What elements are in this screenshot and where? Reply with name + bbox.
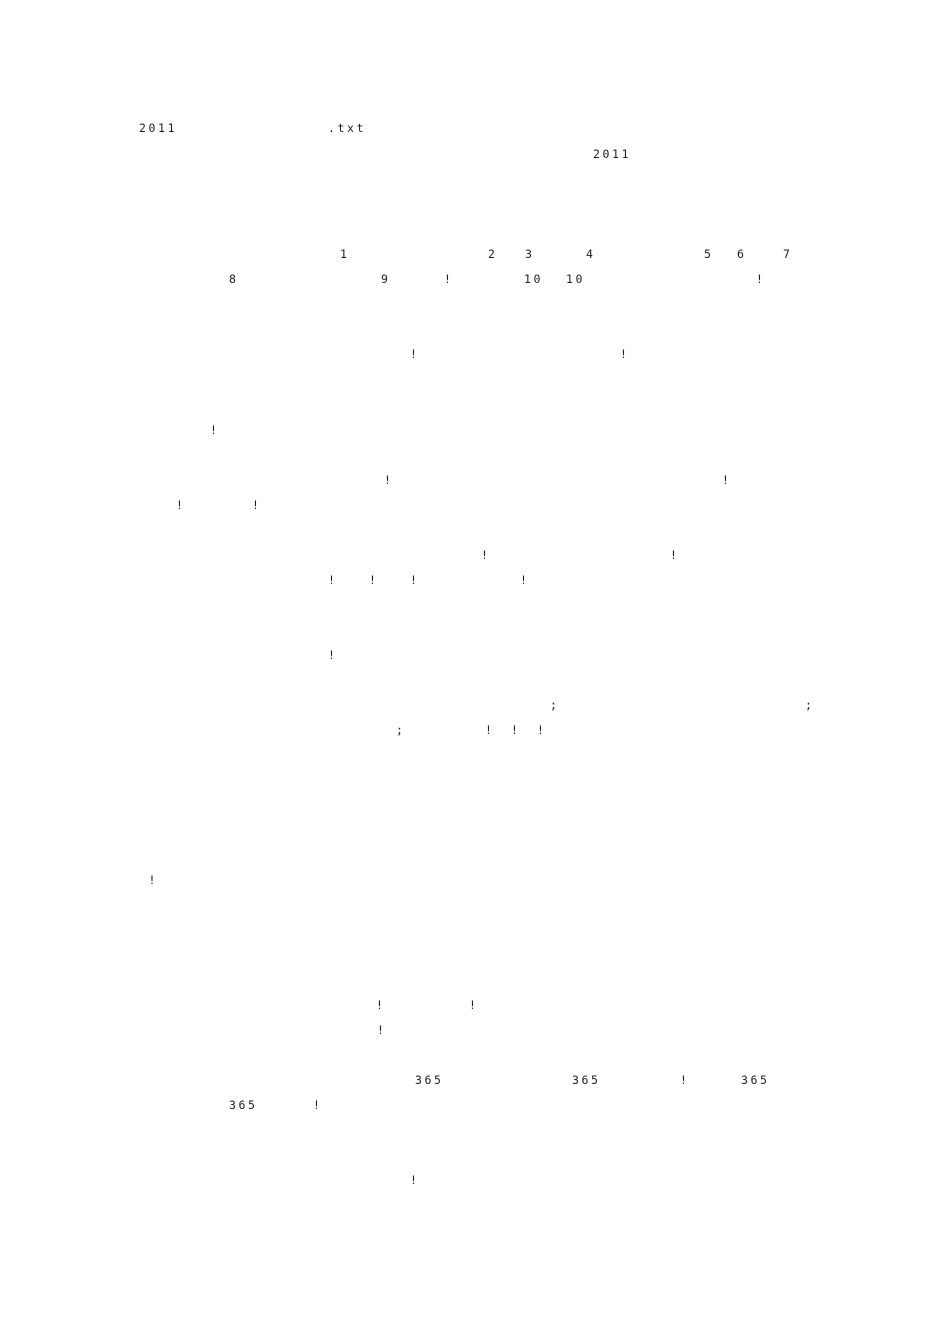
- text-segment: 6: [737, 247, 757, 261]
- text-line: [0, 546, 950, 566]
- text-segment: 7: [783, 247, 803, 261]
- text-segment: !: [481, 548, 491, 562]
- text-segment: !: [410, 573, 420, 587]
- text-line: [0, 871, 950, 891]
- text-segment: 2: [488, 247, 508, 261]
- text-line: [0, 345, 950, 365]
- text-line: [0, 1071, 950, 1091]
- text-segment: !: [520, 573, 530, 587]
- text-segment: [283, 471, 293, 489]
- text-line: [0, 245, 950, 265]
- text-line: [0, 621, 950, 641]
- text-segment: !: [369, 573, 379, 587]
- text-segment: 5: [704, 247, 724, 261]
- text-segment: !: [670, 548, 680, 562]
- text-segment: !: [537, 723, 547, 737]
- text-line: [0, 846, 950, 866]
- text-segment: [283, 1071, 293, 1089]
- text-segment: !: [376, 998, 386, 1012]
- text-segment: !: [469, 998, 479, 1012]
- text-line: [0, 796, 950, 816]
- text-segment: 9: [381, 272, 401, 286]
- text-line: [0, 471, 950, 491]
- text-segment: !: [377, 1023, 387, 1037]
- text-line: [0, 195, 950, 215]
- text-segment: [283, 396, 293, 414]
- text-segment: !: [176, 498, 186, 512]
- text-segment: !: [328, 648, 338, 662]
- text-segment: !: [328, 573, 338, 587]
- text-segment: !: [313, 1098, 323, 1112]
- text-segment: [283, 546, 293, 564]
- text-line: [0, 646, 950, 666]
- text-line: [0, 1021, 950, 1041]
- text-segment: 8: [229, 272, 249, 286]
- text-line: [0, 270, 950, 290]
- text-segment: !: [485, 723, 495, 737]
- text-segment: !: [384, 473, 394, 487]
- text-segment: !: [210, 423, 220, 437]
- text-segment: ;: [805, 698, 815, 712]
- text-segment: 365: [741, 1073, 780, 1087]
- text-segment: ;: [396, 723, 406, 737]
- text-segment: !: [444, 272, 454, 286]
- text-segment: 2011: [139, 121, 187, 135]
- text-segment: [283, 621, 293, 639]
- text-line: [0, 721, 950, 741]
- text-line: [0, 1171, 950, 1191]
- text-segment: ;: [550, 698, 560, 712]
- text-segment: 365: [572, 1073, 601, 1087]
- text-line: [0, 571, 950, 591]
- text-line: [0, 921, 950, 941]
- text-segment: !: [620, 347, 630, 361]
- text-line: [0, 170, 950, 190]
- text-segment: 365: [229, 1098, 268, 1112]
- text-line: [0, 421, 950, 441]
- text-segment: [283, 696, 293, 714]
- text-line: [0, 145, 950, 165]
- text-segment: !: [410, 1173, 420, 1187]
- text-segment: 2011: [593, 147, 641, 161]
- text-line: [0, 496, 950, 516]
- text-segment: 3: [525, 247, 535, 261]
- text-line: [0, 320, 950, 340]
- text-line: [0, 771, 950, 791]
- text-line: [0, 996, 950, 1016]
- text-segment: 1: [340, 247, 360, 261]
- text-line: [0, 1146, 950, 1166]
- text-segment: [283, 921, 293, 939]
- text-segment: !: [722, 473, 732, 487]
- text-segment: .txt: [328, 121, 367, 135]
- text-segment: !: [756, 272, 766, 286]
- text-segment: 10: [566, 272, 595, 286]
- text-line: [0, 696, 950, 716]
- text-segment: 4: [586, 247, 606, 261]
- text-segment: 10: [524, 272, 553, 286]
- text-segment: !: [680, 1073, 690, 1087]
- text-line: [0, 946, 950, 966]
- text-line: [0, 119, 950, 139]
- text-segment: 365: [415, 1073, 444, 1087]
- text-segment: !: [139, 873, 159, 887]
- text-line: [0, 396, 950, 416]
- text-segment: !: [511, 723, 521, 737]
- text-segment: !: [252, 498, 262, 512]
- text-segment: !: [410, 347, 420, 361]
- text-segment: [283, 320, 293, 338]
- text-line: [0, 1096, 950, 1116]
